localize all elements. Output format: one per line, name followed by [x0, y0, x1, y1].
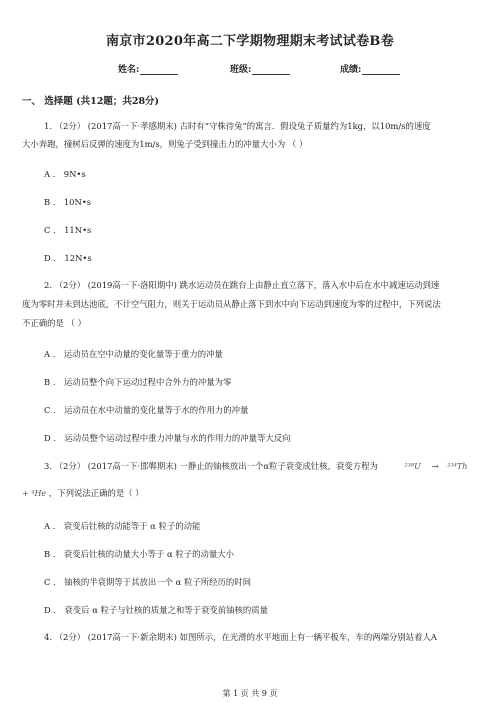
- section-heading: 一、 选择题 (共12题；共28分): [22, 96, 160, 107]
- q3-option-a: A ． 衰变后钍核的动能等于 α 粒子的动能: [44, 521, 201, 531]
- class-blank: [252, 65, 290, 75]
- helium-formula: + ⁴He: [22, 489, 47, 498]
- q3-line-2: [22, 488, 144, 499]
- q3-line-2-text: ，下列说法正确的是（ ）: [48, 488, 144, 498]
- q3-line-1: [44, 461, 467, 472]
- q1-option-d: D ． 12N•s: [44, 253, 92, 263]
- name-blank: [140, 65, 178, 75]
- q3-option-b: B ． 衰变后钍核的动量大小等于 α 粒子的动量大小: [44, 549, 234, 559]
- name-field: [118, 62, 178, 75]
- q2-line-1: 2. （2分） (2019高一下·洛阳期中) 跳水运动员在跳台上由静止直立落下，落入水中后在水中减速运动到速: [44, 280, 440, 290]
- name-label: 姓名:: [118, 65, 140, 75]
- q2-option-b: B ． 运动员整个向下运动过程中合外力的冲量为零: [44, 377, 232, 387]
- class-label: 班级:: [230, 65, 252, 75]
- q2-line-3: 不正确的是 （ ）: [22, 318, 86, 328]
- q1-option-c: C ． 11N•s: [44, 225, 92, 235]
- uranium-formula: ²³⁸U: [404, 462, 421, 471]
- page-footer: 第 1 页 共 9 页: [222, 689, 278, 698]
- score-label: 成绩:: [340, 65, 362, 75]
- q3-option-c: C ． 铀核的半衰期等于其放出一个 α 粒子所经历的时间: [44, 577, 251, 587]
- q3-stem-text: 3. （2分） (2017高一下·邯郸期末) 一静止的铀核放出一个α粒子衰变成钍核，衰变方程为: [44, 461, 378, 471]
- arrow-icon: →: [431, 461, 439, 471]
- q1-option-b: B ． 10N•s: [44, 197, 92, 207]
- q1-line-2: 大小奔跑，撞树后反弹的速度为1m/s，则兔子受到撞击力的冲量大小为 （ ）: [22, 139, 308, 149]
- class-field: [230, 62, 290, 75]
- thorium-formula: ²³⁴Th: [447, 462, 468, 471]
- q3-option-d: D ． 衰变后 α 粒子与钍核的质量之和等于衰变前铀核的质量: [44, 605, 269, 615]
- q2-option-d: D ． 运动员整个运动过程中重力冲量与水的作用力的冲量等大反向: [44, 433, 291, 443]
- q2-line-2: 度为零时并未到达池底，不计空气阻力，则关于运动员从静止落下到水中向下运动到速度为零的过程中，下列说法: [22, 299, 441, 309]
- q4-line-1: 4. （2分） (2017高一下·新余期末) 如图所示，在光滑的水平地面上有一辆平板车，车的两端分别站着人A: [44, 632, 437, 642]
- score-blank: [362, 65, 400, 75]
- q2-option-c: C ． 运动员在水中动量的变化量等于水的作用力的冲量: [44, 405, 249, 415]
- score-field: [340, 62, 400, 75]
- q2-option-a: A ． 运动员在空中动量的变化量等于重力的冲量: [44, 349, 223, 359]
- q1-line-1: 1. （2分） (2017高一下·孝感期末) 古时有“守株待兔”的寓言．假设兔子质量约为1kg，以10m/s的速度: [44, 121, 431, 131]
- q1-option-a: A ． 9N•s: [44, 169, 86, 179]
- exam-title: 南京市2020年高二下学期物理期末考试试卷B卷: [105, 34, 395, 49]
